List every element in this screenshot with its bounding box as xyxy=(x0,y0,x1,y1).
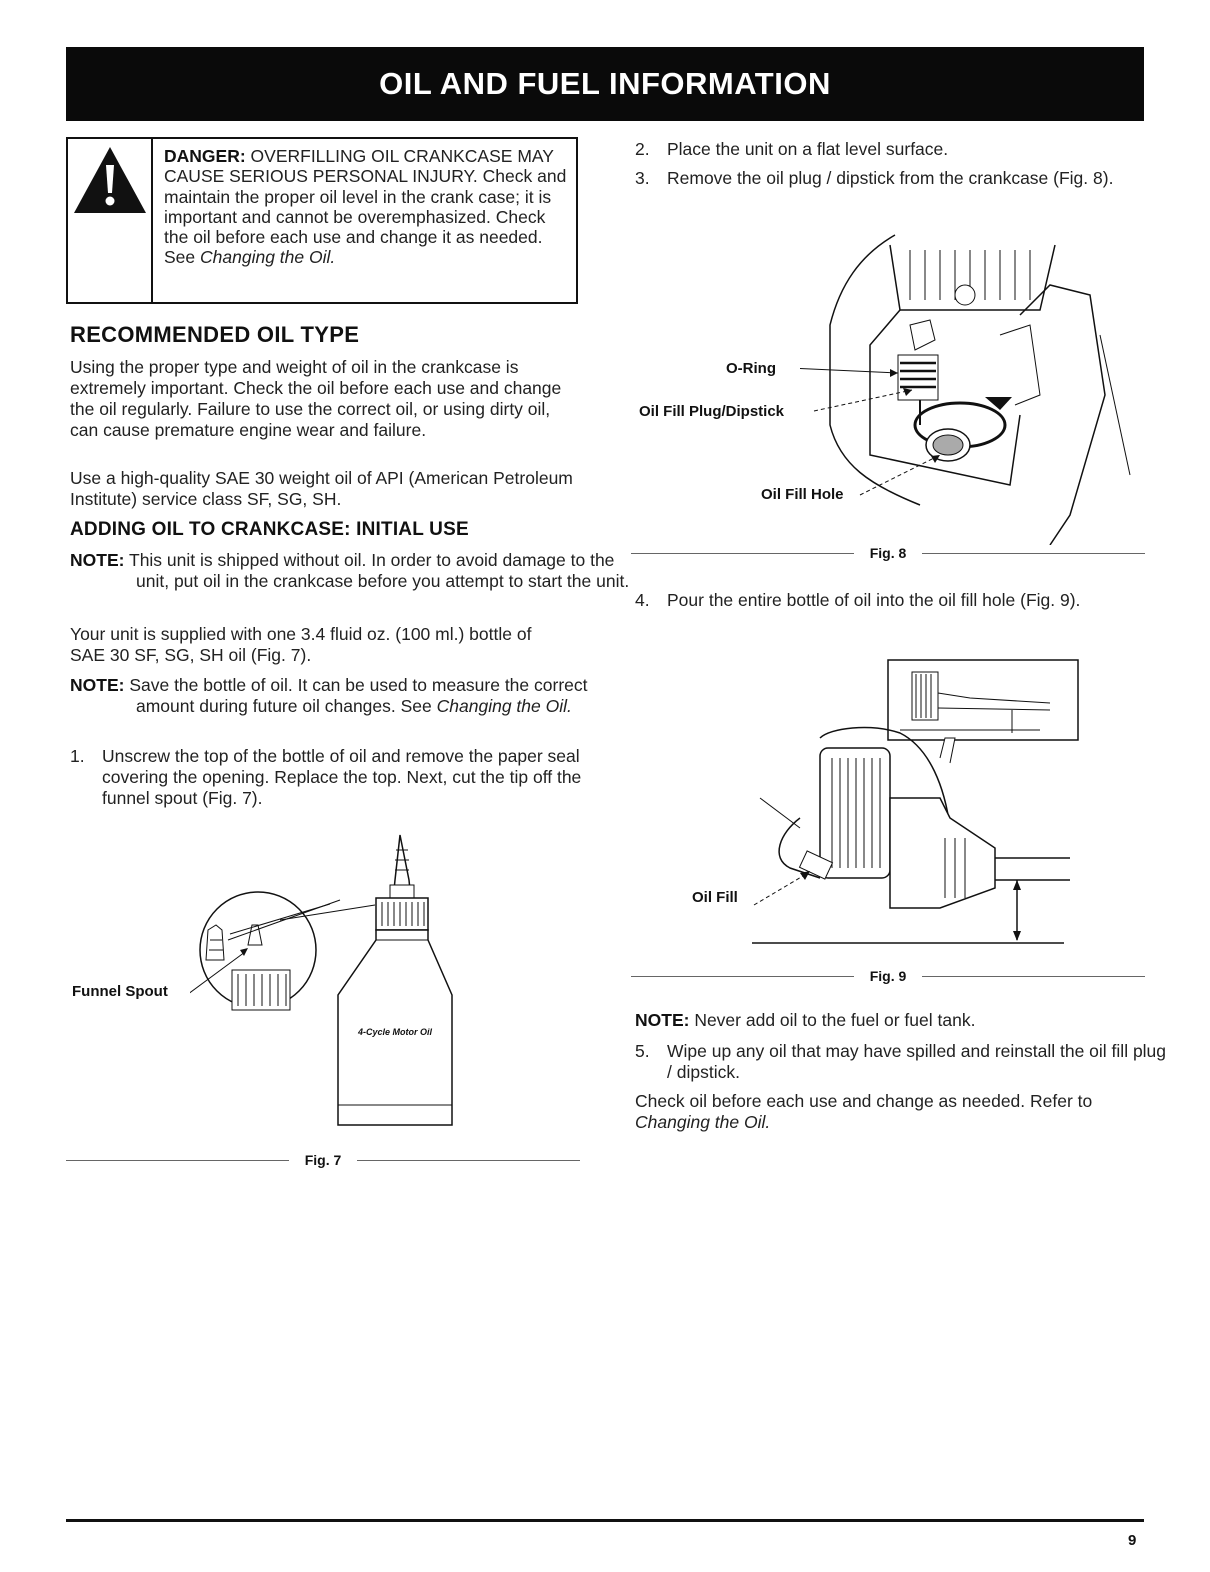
caption-label: Fig. 9 xyxy=(869,968,907,984)
warning-triangle-icon xyxy=(72,145,148,217)
closing-text: Check oil before each use and change as needed. Refer to xyxy=(635,1091,1093,1111)
danger-text xyxy=(164,146,568,268)
note-text: This unit is shipped without oil. In order to avoid damage to the unit, put oil in the crankcase before you attempt to start the unit. xyxy=(124,550,630,591)
adding-oil-heading: ADDING OIL TO CRANKCASE: INITIAL USE xyxy=(70,519,469,540)
danger-caps: OVERFILLING OIL CRANKCASE MAY CAUSE SERIOUS PERSONAL INJURY. xyxy=(164,146,554,187)
step-4 xyxy=(635,590,1167,611)
note-label: NOTE: xyxy=(70,675,125,695)
step-text: Unscrew the top of the bottle of oil and remove the paper seal covering the opening. Replace the top. Next, cut the tip off the funnel spout (Fig. 7). xyxy=(102,746,582,808)
step-text: Wipe up any oil that may have spilled and reinstall the oil fill plug / dipstick. xyxy=(667,1041,1167,1082)
recommended-oil-paragraph-1: Using the proper type and weight of oil in the crankcase is extremely important. Check the oil before each use and change the oil regularly. Failure to use the correct oil, or using dirty oil, can cause premature engine wear and failure. xyxy=(70,357,562,440)
supplied-bottle-paragraph: Your unit is supplied with one 3.4 fluid oz. (100 ml.) bottle of SAE 30 SF, SG, SH oil (Fig. 7). xyxy=(70,624,532,665)
note-never-add-oil-to-fuel xyxy=(635,1010,1135,1031)
caption-rule xyxy=(922,976,1145,977)
step-5 xyxy=(635,1041,1167,1083)
recommended-oil-heading: RECOMMENDED OIL TYPE xyxy=(70,322,360,347)
note-text: Save the bottle of oil. It can be used to measure the correct amount during future oil changes. See xyxy=(124,675,588,716)
fig7-caption xyxy=(66,1150,580,1170)
step-number: 2. xyxy=(635,139,650,159)
step-number: 4. xyxy=(635,590,650,610)
step-2 xyxy=(635,139,1167,160)
fig7-funnel-spout-callout: Funnel Spout xyxy=(72,983,168,1000)
danger-label: DANGER: xyxy=(164,146,246,166)
caption-rule xyxy=(631,976,854,977)
page-number: 9 xyxy=(1128,1532,1137,1549)
warning-icon-cell xyxy=(68,139,153,302)
caption-label: Fig. 7 xyxy=(304,1152,342,1168)
danger-body: Check and maintain the proper oil level in the crank case; it is important and cannot be overemphasized. Check the oil before each use and change it as needed. See xyxy=(164,166,567,268)
fig8-crankcase-illustration xyxy=(800,215,1135,545)
recommended-oil-paragraph-2: Use a high-quality SAE 30 weight oil of API (American Petroleum Institute) service class SF, SG, SH. xyxy=(70,468,573,509)
closing-reference: Changing the Oil. xyxy=(635,1112,771,1132)
step-text: Remove the oil plug / dipstick from the crankcase (Fig. 8). xyxy=(667,168,1114,188)
bottle-label-text: 4-Cycle Motor Oil xyxy=(357,1027,433,1037)
fig8-plug-dipstick-callout: Oil Fill Plug/Dipstick xyxy=(639,403,785,420)
step-1 xyxy=(70,746,600,809)
fig8-caption xyxy=(631,543,1145,563)
step-text: Place the unit on a flat level surface. xyxy=(667,139,949,159)
fig8-fill-hole-callout: Oil Fill Hole xyxy=(761,486,844,503)
note-label: NOTE: xyxy=(635,1010,690,1030)
step-number: 1. xyxy=(70,746,85,766)
danger-reference: Changing the Oil. xyxy=(200,247,336,268)
fig9-oil-fill-callout: Oil Fill xyxy=(692,889,738,906)
step-3 xyxy=(635,168,1167,189)
fig9-trimmer-illustration xyxy=(740,658,1080,958)
note-label: NOTE: xyxy=(70,550,125,570)
fig7-oil-bottle-illustration xyxy=(190,830,470,1130)
page-banner-title: OIL AND FUEL INFORMATION xyxy=(66,47,1144,121)
note-save-bottle xyxy=(70,675,636,717)
caption-rule xyxy=(631,553,854,554)
closing-paragraph xyxy=(635,1091,1141,1133)
fig9-caption xyxy=(631,966,1145,986)
caption-rule xyxy=(66,1160,289,1161)
fig8-oring-callout: O-Ring xyxy=(726,360,776,377)
note-shipped-without-oil xyxy=(70,550,636,592)
footer-rule xyxy=(66,1519,1144,1522)
note-reference: Changing the Oil. xyxy=(436,696,572,716)
danger-box xyxy=(66,137,578,304)
caption-label: Fig. 8 xyxy=(869,545,907,561)
note-text: Never add oil to the fuel or fuel tank. xyxy=(689,1010,976,1030)
step-number: 3. xyxy=(635,168,650,188)
step-number: 5. xyxy=(635,1041,650,1061)
step-text: Pour the entire bottle of oil into the oil fill hole (Fig. 9). xyxy=(667,590,1081,610)
caption-rule xyxy=(357,1160,580,1161)
caption-rule xyxy=(922,553,1145,554)
